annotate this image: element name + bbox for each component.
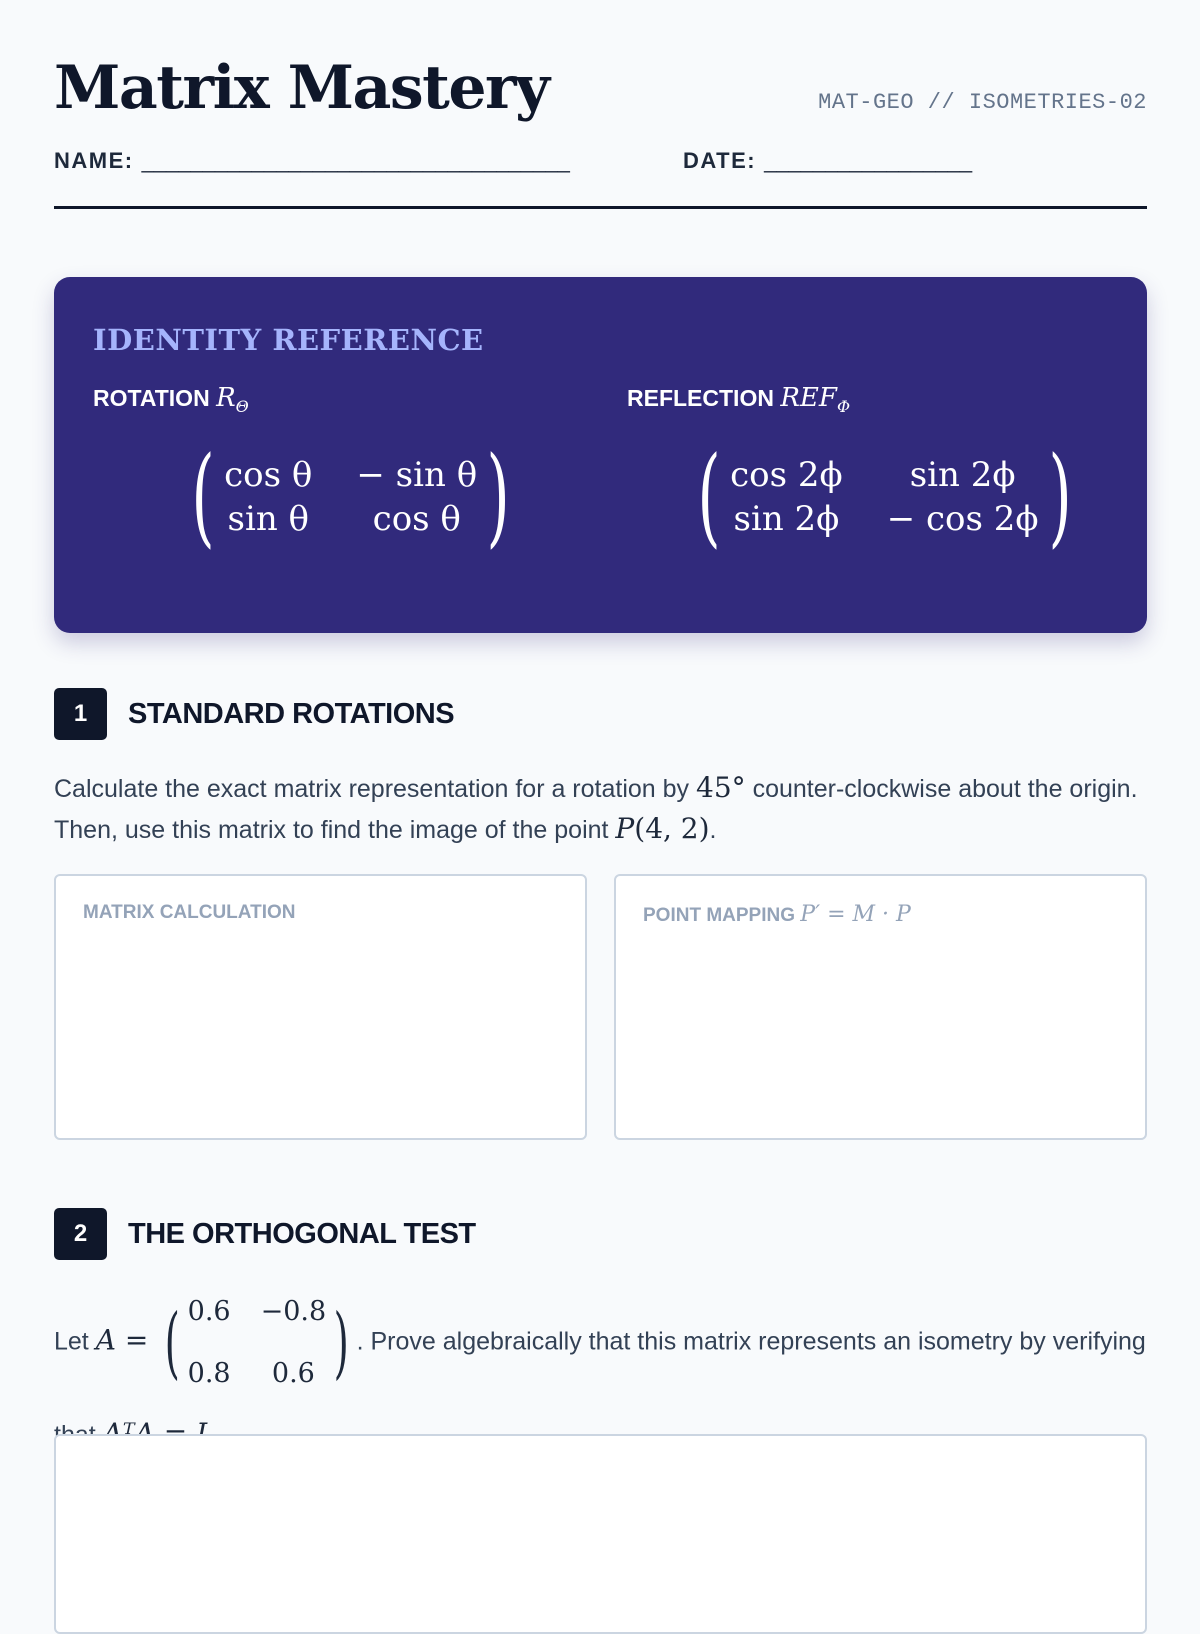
left-paren: ( <box>191 434 215 559</box>
prompt-text: Let <box>54 1327 96 1356</box>
rotation-matrix <box>182 434 519 559</box>
matrix-entry: cos θ <box>224 455 313 495</box>
prompt-text: . <box>709 816 717 844</box>
reflection-subscript: Φ <box>836 397 851 416</box>
reflection-label-text: REFLECTION <box>627 385 774 411</box>
header-divider <box>54 206 1147 209</box>
matrix-entry: − cos 2ϕ <box>886 499 1039 539</box>
matrix-entry: sin 2ϕ <box>733 499 840 539</box>
name-field[interactable] <box>54 148 570 174</box>
date-field[interactable] <box>683 148 972 174</box>
page-title: Matrix Mastery <box>54 53 549 123</box>
section-1-prompt <box>54 768 1147 850</box>
rotation-symbol: R <box>216 383 236 413</box>
matrix-a <box>157 1282 356 1404</box>
identity-reference-panel <box>54 277 1147 633</box>
matrix-a-entries <box>188 1282 327 1404</box>
worksheet-code: MAT-GEO // ISOMETRIES-02 <box>818 90 1147 115</box>
date-line[interactable]: _________________ <box>764 148 973 173</box>
reference-title: IDENTITY REFERENCE <box>93 323 484 357</box>
rotation-subscript: Θ <box>235 397 249 416</box>
matrix-calculation-label: MATRIX CALCULATION <box>83 902 296 923</box>
reflection-label <box>627 383 850 416</box>
date-label: DATE: <box>683 148 757 173</box>
section-1-badge: 1 <box>54 688 107 740</box>
right-paren: ) <box>333 1298 349 1388</box>
reflection-matrix-entries <box>730 455 1038 539</box>
point-mapping-box[interactable] <box>614 874 1147 1140</box>
right-paren: ) <box>486 434 510 559</box>
matrix-entry: sin 2ϕ <box>909 455 1016 495</box>
reflection-symbol: REF <box>780 383 837 413</box>
proof-answer-box[interactable] <box>54 1434 1147 1634</box>
section-2-title: THE ORTHOGONAL TEST <box>128 1218 476 1250</box>
matrix-entry: − sin θ <box>356 455 478 495</box>
prompt-text: . Prove algebraically that this matrix represents an isometry by verifying <box>356 1327 1146 1356</box>
right-paren: ) <box>1048 434 1072 559</box>
matrix-entry: −0.8 <box>260 1296 327 1327</box>
reflection-matrix <box>688 434 1081 559</box>
matrix-entry: cos θ <box>372 499 461 539</box>
left-paren: ( <box>164 1298 181 1388</box>
matrix-entry: 0.6 <box>271 1358 315 1389</box>
rotation-angle: 45° <box>696 771 746 804</box>
point-mapping-label <box>643 902 911 927</box>
point-name: P <box>615 812 635 845</box>
matrix-entry: cos 2ϕ <box>730 455 843 495</box>
section-1-title: STANDARD ROTATIONS <box>128 698 455 730</box>
matrix-entry: sin θ <box>227 499 310 539</box>
rotation-matrix-entries <box>224 455 477 539</box>
point-mapping-formula: P′ = M · P <box>800 902 911 927</box>
section-2-badge: 2 <box>54 1208 107 1260</box>
rotation-label-text: ROTATION <box>93 385 210 411</box>
prompt-text: counter-clockwise about the origin. Then, use this matrix to find the image of the point <box>54 775 1138 844</box>
point-expression <box>615 812 709 845</box>
matrix-name: A <box>95 1323 116 1357</box>
name-line[interactable]: ___________________________________ <box>141 148 570 173</box>
matrix-calculation-box[interactable] <box>54 874 587 1140</box>
prompt-text: Calculate the exact matrix representation for a rotation by <box>54 775 696 803</box>
point-mapping-label-text: POINT MAPPING <box>643 905 796 926</box>
point-coords: (4, 2) <box>634 812 710 845</box>
matrix-entry: 0.8 <box>187 1358 231 1389</box>
left-paren: ( <box>697 434 721 559</box>
name-label: NAME: <box>54 148 134 173</box>
rotation-label <box>93 383 249 416</box>
matrix-entry: 0.6 <box>187 1296 231 1327</box>
equals-sign: = <box>115 1323 158 1357</box>
